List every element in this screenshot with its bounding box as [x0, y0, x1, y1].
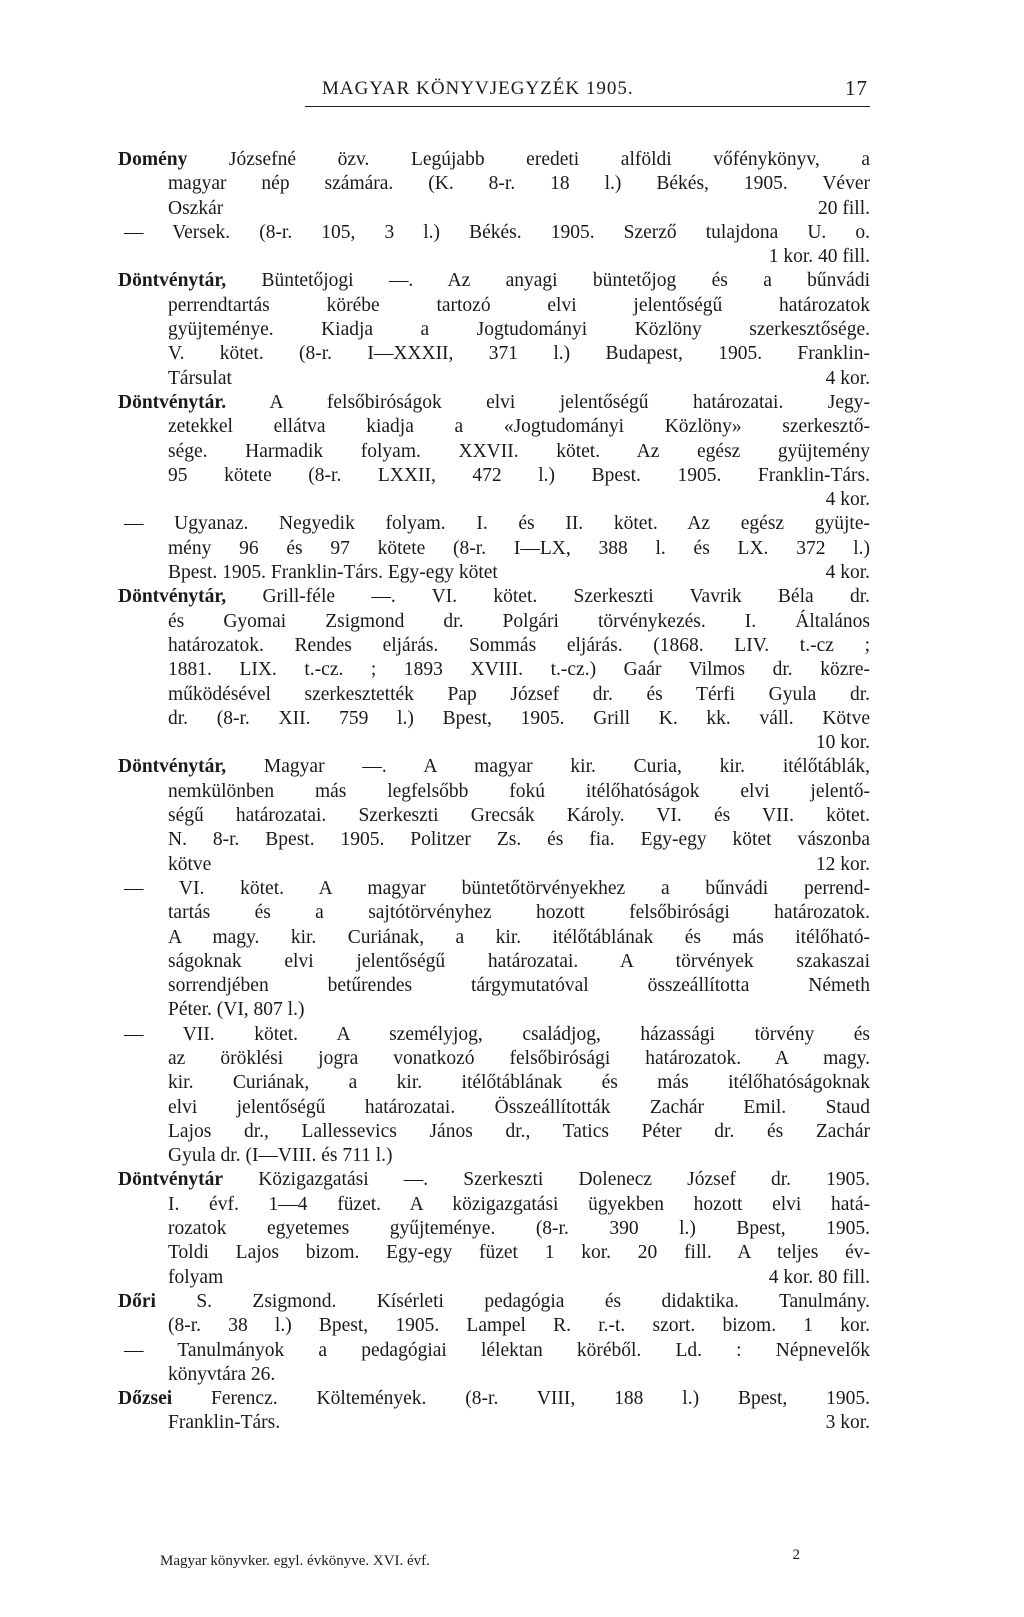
entry-line: [118, 1363, 870, 1387]
entry-text: tartás és a sajtótörvényhez hozott felsőbirósági határozatok.: [168, 902, 870, 924]
entry-line: [118, 294, 870, 318]
entry-text: Büntetőjogi —. Az anyagi büntetőjog és a bűnvádi: [261, 270, 870, 292]
entry-text: Péter. (VI, 807 l.): [168, 999, 305, 1021]
entry-heading: Döntvénytár,: [118, 586, 227, 608]
entry-line: [118, 1411, 870, 1435]
entry-text: (8-r. 38 l.) Bpest, 1905. Lampel R. r.-t. szort. bizom. 1 kor.: [168, 1315, 870, 1337]
entry-magyar: [118, 755, 870, 1168]
entry-line: [118, 537, 870, 561]
entry-text: sége. Harmadik folyam. XXVII. kötet. Az egész gyüjtemény: [168, 440, 870, 462]
entry-price: 1 kor. 40 fill.: [768, 246, 870, 268]
entry-line: [118, 1217, 870, 1241]
entry-text: mény 96 és 97 kötete (8-r. I—LX, 388 l. és LX. 372 l.): [168, 537, 870, 559]
entry-text: folyam: [168, 1266, 224, 1288]
entry-line: [118, 367, 870, 391]
entry-heading: Döntvénytár.: [118, 391, 227, 413]
entry-line: [118, 804, 870, 828]
entry-line: [118, 974, 870, 998]
entry-text: és Gyomai Zsigmond dr. Polgári törvénykezés. I. Általános: [168, 610, 870, 632]
entry-text: — Tanulmányok a pedagógiai lélektan köréből. Ld. : Népnevelők: [124, 1339, 870, 1361]
entry-line: [118, 683, 870, 707]
entry-grill: [118, 585, 870, 755]
entry-line: [118, 1023, 870, 1047]
entry-price: 10 kor.: [815, 732, 870, 754]
entry-line: [118, 172, 870, 196]
entry-heading: Döntvénytár,: [118, 756, 227, 778]
entry-buntetojogi: [118, 269, 870, 390]
entry-heading: Domény: [118, 149, 188, 170]
entry-dozsei: [118, 1387, 870, 1436]
entry-text: Gyula dr. (I—VIII. és 711 l.): [168, 1145, 393, 1167]
entry-line: [118, 269, 870, 293]
entry-line: [118, 1168, 870, 1192]
entry-text: I. évf. 1—4 füzet. A közigazgatási ügyekben hozott elvi hatá-: [168, 1193, 870, 1215]
entry-text: 1881. LIX. t.-cz. ; 1893 XVIII. t.-cz.) Gaár Vilmos dr. közre-: [168, 659, 870, 681]
entry-line: [118, 318, 870, 342]
entry-dori: [118, 1290, 870, 1387]
entry-line: [118, 391, 870, 415]
header-title: MAGYAR KÖNYVJEGYZÉK 1905.: [322, 78, 634, 99]
entry-text: Magyar —. A magyar kir. Curia, kir. itélőtáblák,: [263, 756, 870, 778]
entry-text: nemkülönben más legfelsőbb fokú itélőhatóságok elvi jelentő-: [168, 780, 870, 802]
entry-text: — VI. kötet. A magyar büntetőtörvényekhez a bűnvádi perrend-: [124, 877, 870, 899]
footer-text: Magyar könyvker. egyl. évkönyve. XVI. évf.: [160, 1553, 430, 1569]
entry-line: [118, 1314, 870, 1338]
entry-text: perrendtartás körébe tartozó elvi jelentőségű határozatok: [168, 294, 870, 316]
entry-text: gyüjteménye. Kiadja a Jogtudományi Közlöny szerkesztősége.: [168, 319, 870, 341]
entry-text: könyvtára 26.: [168, 1363, 276, 1385]
entry-text: elvi jelentőségű határozatai. Összeállították Zachár Emil. Staud: [168, 1096, 870, 1118]
entry-text: Közigazgatási —. Szerkeszti Dolenecz József dr. 1905.: [258, 1169, 871, 1191]
entry-text: — Ugyanaz. Negyedik folyam. I. és II. kötet. Az egész gyüjte-: [124, 513, 870, 535]
entry-line: [118, 998, 870, 1022]
entry-line: [118, 148, 870, 172]
entry-text: Franklin-Társ.: [168, 1412, 281, 1434]
entry-heading: Döntvénytár: [118, 1169, 224, 1191]
entry-text: A felsőbiróságok elvi jelentőségű határozatai. Jegy-: [269, 391, 870, 413]
entry-line: [118, 440, 870, 464]
entry-line: [118, 780, 870, 804]
page-number: 17: [845, 76, 868, 100]
entry-line: [118, 610, 870, 634]
entry-price: 4 kor. 80 fill.: [768, 1266, 870, 1288]
entry-line: [118, 1144, 870, 1168]
entry-text: A magy. kir. Curiának, a kir. itélőtáblának és más itélőható-: [168, 926, 870, 948]
entry-text: ságoknak elvi jelentőségű határozatai. A törvények szakaszai: [168, 950, 870, 972]
entry-text: Bpest. 1905. Franklin-Társ. Egy-egy kötet: [168, 562, 498, 584]
entry-line: [118, 245, 870, 269]
entry-text: rozatok egyetemes gyűjteménye. (8-r. 390 l.) Bpest, 1905.: [168, 1218, 870, 1240]
entry-text: kötve: [168, 853, 212, 875]
entry-line: [118, 658, 870, 682]
entry-line: [118, 585, 870, 609]
entry-line: [118, 1387, 870, 1411]
entry-line: [118, 1241, 870, 1265]
entry-price: 4 kor.: [825, 489, 870, 511]
entry-text: N. 8-r. Bpest. 1905. Politzer Zs. és fia. Egy-egy kötet vászonba: [168, 829, 870, 851]
entry-line: [118, 853, 870, 877]
entry-price: 3 kor.: [825, 1412, 870, 1434]
entry-text: működésével szerkesztették Pap József dr. és Térfi Gyula dr.: [168, 683, 870, 705]
entry-text: Józsefné özv. Legújabb eredeti alföldi vőfénykönyv, a: [228, 149, 870, 170]
entry-line: [118, 828, 870, 852]
entry-text: határozatok. Rendes eljárás. Sommás eljárás. (1868. LIV. t.-cz ;: [168, 634, 870, 656]
entry-price: 4 kor.: [825, 562, 870, 584]
entry-text: Oszkár: [168, 197, 224, 219]
entry-line: [118, 512, 870, 536]
entry-heading: Dőri: [118, 1290, 156, 1312]
entry-text: S. Zsigmond. Kísérleti pedagógia és didaktika. Tanulmány.: [196, 1290, 871, 1312]
entry-line: [118, 342, 870, 366]
entry-heading: Döntvénytár,: [118, 270, 227, 292]
running-header: [110, 72, 870, 104]
entry-line: [118, 1339, 870, 1363]
entry-price: 4 kor.: [825, 367, 870, 389]
entry-line: [118, 1071, 870, 1095]
entry-line: [118, 1120, 870, 1144]
signature-mark: 2: [792, 1547, 800, 1563]
entry-line: [118, 464, 870, 488]
entry-line: [118, 488, 870, 512]
page-footer: [160, 1547, 800, 1570]
entry-line: [118, 901, 870, 925]
entry-text: Társulat: [168, 367, 232, 389]
entry-text: dr. (8-r. XII. 759 l.) Bpest, 1905. Grill K. kk. váll. Kötve: [168, 707, 870, 729]
entry-line: [118, 1266, 870, 1290]
entry-line: [118, 731, 870, 755]
entry-text: az öröklési jogra vonatkozó felsőbirósági határozatok. A magy.: [168, 1047, 870, 1069]
entry-text: — Versek. (8-r. 105, 3 l.) Békés. 1905. Szerző tulajdona U. o.: [124, 221, 870, 243]
entry-line: [118, 1047, 870, 1071]
entry-text: kir. Curiának, a kir. itélőtáblának és más itélőhatóságoknak: [168, 1072, 870, 1094]
entry-price: 20 fill.: [818, 197, 870, 219]
bibliography-entries: [118, 148, 870, 1436]
entry-line: [118, 877, 870, 901]
entry-line: [118, 197, 870, 221]
entry-text: Lajos dr., Lallesseviсs János dr., Tatics Péter dr. és Zachár: [168, 1120, 870, 1142]
entry-felsobirosagok: [118, 391, 870, 585]
entry-text: Toldi Lajos bizom. Egy-egy füzet 1 kor. 20 fill. A teljes év-: [168, 1242, 870, 1264]
entry-line: [118, 1096, 870, 1120]
entry-line: [118, 634, 870, 658]
header-rule: [305, 106, 870, 107]
entry-text: ségű határozatai. Szerkeszti Grecsák Károly. VI. és VII. kötet.: [168, 805, 870, 827]
entry-text: V. kötet. (8-r. I—XXXII, 371 l.) Budapest, 1905. Franklin-: [168, 343, 870, 365]
entry-line: [118, 221, 870, 245]
entry-text: magyar nép számára. (K. 8-r. 18 l.) Békés, 1905. Véver: [168, 173, 870, 195]
entry-text: sorrendjében betűrendes tárgymutatóval összeállította Németh: [168, 975, 870, 997]
entry-kozigazgatasi: [118, 1168, 870, 1289]
entry-price: 12 kor.: [815, 853, 870, 875]
entry-line: [118, 950, 870, 974]
entry-line: [118, 561, 870, 585]
entry-line: [118, 707, 870, 731]
entry-text: zetekkel ellátva kiadja a «Jogtudományi Közlöny» szerkesztő-: [168, 416, 870, 438]
entry-domeny: [118, 148, 870, 269]
entry-line: [118, 755, 870, 779]
entry-text: 95 kötete (8-r. LXXII, 472 l.) Bpest. 1905. Franklin-Társ.: [168, 464, 870, 486]
entry-text: Ferencz. Költemények. (8-r. VIII, 188 l.) Bpest, 1905.: [211, 1388, 870, 1410]
entry-heading: Dőzsei: [118, 1388, 173, 1410]
entry-line: [118, 415, 870, 439]
entry-line: [118, 1290, 870, 1314]
entry-text: — VII. kötet. A személyjog, családjog, házassági törvény és: [124, 1023, 870, 1045]
entry-line: [118, 1193, 870, 1217]
entry-text: Grill-féle —. VI. kötet. Szerkeszti Vavrik Béla dr.: [262, 586, 871, 608]
entry-line: [118, 926, 870, 950]
